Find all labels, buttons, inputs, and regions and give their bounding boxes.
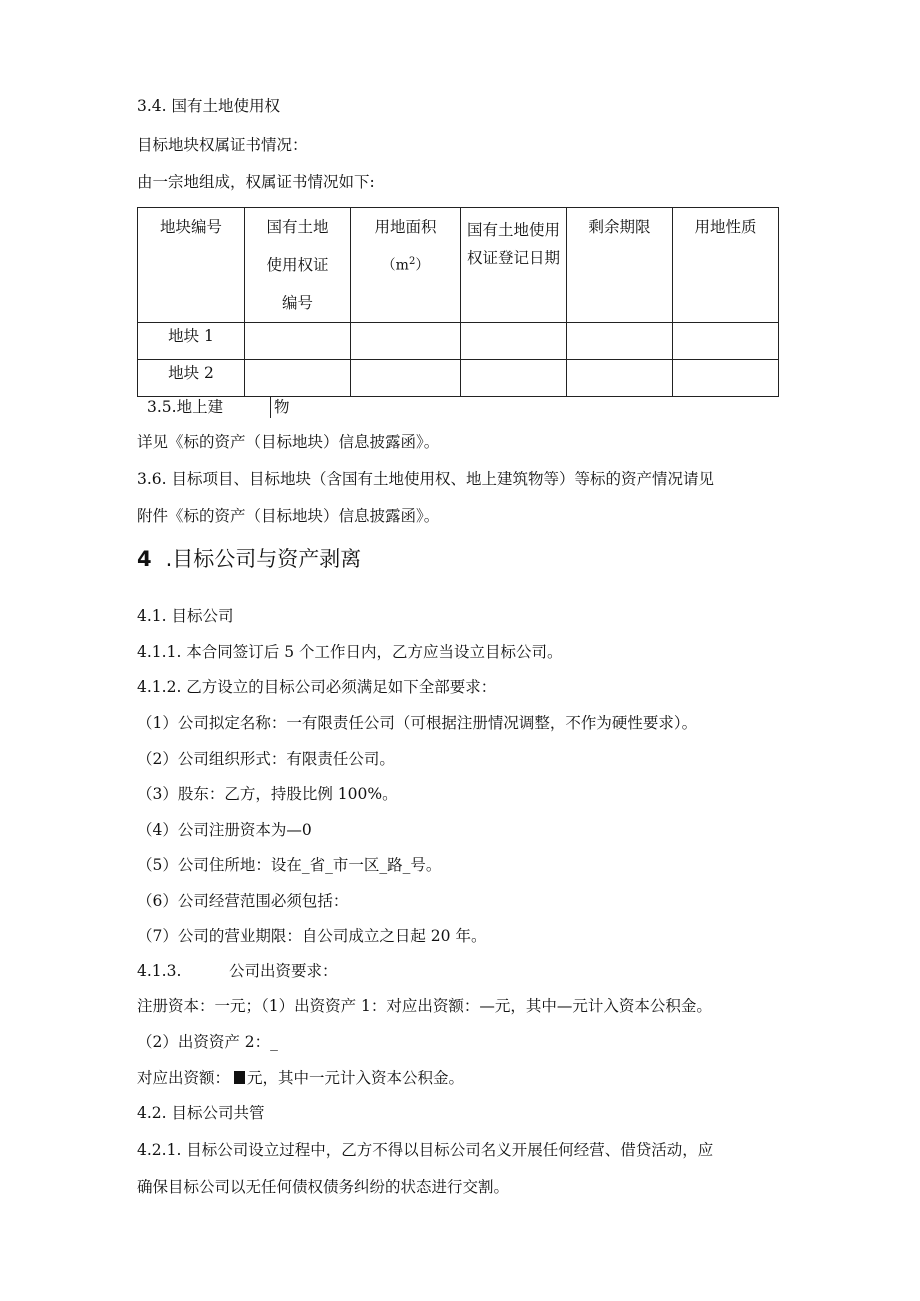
section-4-2-1-line2: 确保目标公司以无任何债权债务纠纷的状态进行交割。 <box>137 1178 510 1196</box>
chapter-4-heading <box>137 546 361 572</box>
section-3-6-line1: 3.6. 目标项目、目标地块（含国有土地使用权、地上建筑物等）等标的资产情况请见 <box>137 470 715 488</box>
section-4-1-1: 4.1.1. 本合同签订后 5 个工作日内，乙方应当设立目标公司。 <box>137 643 563 661</box>
table-cell <box>245 360 351 397</box>
certificate-description: 由一宗地组成，权属证书情况如下: <box>137 173 375 191</box>
requirement-3: （3）股东：乙方，持股比例 100%。 <box>137 785 398 803</box>
table-cell <box>351 360 461 397</box>
header-remaining-term: 剩余期限 <box>567 208 673 323</box>
table-cell <box>567 360 673 397</box>
section-4-1-2: 4.1.2. 乙方设立的目标公司必须满足如下全部要求： <box>137 678 497 696</box>
table-cell <box>461 360 567 397</box>
table-cell <box>245 323 351 360</box>
header-certificate-number: 国有土地 使用权证 编号 <box>245 208 351 323</box>
table-header-row <box>138 208 779 323</box>
chapter-number: 4 <box>137 547 152 571</box>
section-3-6-line2: 附件《标的资产（目标地块）信息披露函》。 <box>137 507 440 525</box>
requirement-1: （1）公司拟定名称：一有限责任公司（可根据注册情况调整，不作为硬性要求）。 <box>137 714 698 732</box>
redaction-mark <box>234 1071 245 1084</box>
header-plot-number: 地块编号 <box>138 208 245 323</box>
contributed-asset-2: （2）出资资产 2：_ <box>137 1033 278 1051</box>
table-cell <box>351 323 461 360</box>
section-4-2-heading: 4.2. 目标公司共管 <box>137 1104 265 1122</box>
plot-label: 地块 1 <box>138 323 245 360</box>
table-row <box>138 360 779 397</box>
section-4-1-3-title: 公司出资要求： <box>229 962 338 980</box>
table-cell <box>567 323 673 360</box>
table-cell <box>673 360 779 397</box>
registered-capital: 注册资本：一元；（1）出资资产 1：对应出资额：—元，其中—元计入资本公积金。 <box>137 997 712 1015</box>
table-cell <box>461 323 567 360</box>
header-land-use: 用地性质 <box>673 208 779 323</box>
table-border-fragment <box>270 396 271 418</box>
table-row <box>138 323 779 360</box>
certificate-intro: 目标地块权属证书情况： <box>137 136 308 154</box>
requirement-6: （6）公司经营范围必须包括： <box>137 892 349 910</box>
header-registration-date: 国有土地使用 权证登记日期 <box>461 208 567 323</box>
chapter-title: .目标公司与资产剥离 <box>165 547 362 571</box>
payable-amount: 对应出资额： 元，其中一元计入资本公积金。 <box>137 1069 465 1087</box>
plot-label: 地块 2 <box>138 360 245 397</box>
section-3-5-detail: 详见《标的资产（目标地块）信息披露函》。 <box>137 433 440 451</box>
section-3-5-heading-part1: 3.5.地上建 <box>147 398 224 416</box>
section-3-4-heading: 3.4. 国有土地使用权 <box>137 97 281 115</box>
requirement-7: （7）公司的营业期限：自公司成立之日起 20 年。 <box>137 927 487 945</box>
section-4-1-3-number: 4.1.3. <box>137 962 182 980</box>
land-table <box>137 207 779 397</box>
requirement-2: （2）公司组织形式：有限责任公司。 <box>137 750 395 768</box>
requirement-5: （5）公司住所地：设在_省_市一区_路_号。 <box>137 856 442 874</box>
section-4-2-1-line1: 4.2.1. 目标公司设立过程中，乙方不得以目标公司名义开展任何经营、借贷活动，应 <box>137 1141 714 1159</box>
requirement-4: （4）公司注册资本为—0 <box>137 821 312 839</box>
section-3-5-heading-part2: 物 <box>274 398 290 416</box>
table-cell <box>673 323 779 360</box>
header-land-area: 用地面积 $(m^2)$ <box>351 208 461 323</box>
section-4-1-heading: 4.1. 目标公司 <box>137 607 234 625</box>
